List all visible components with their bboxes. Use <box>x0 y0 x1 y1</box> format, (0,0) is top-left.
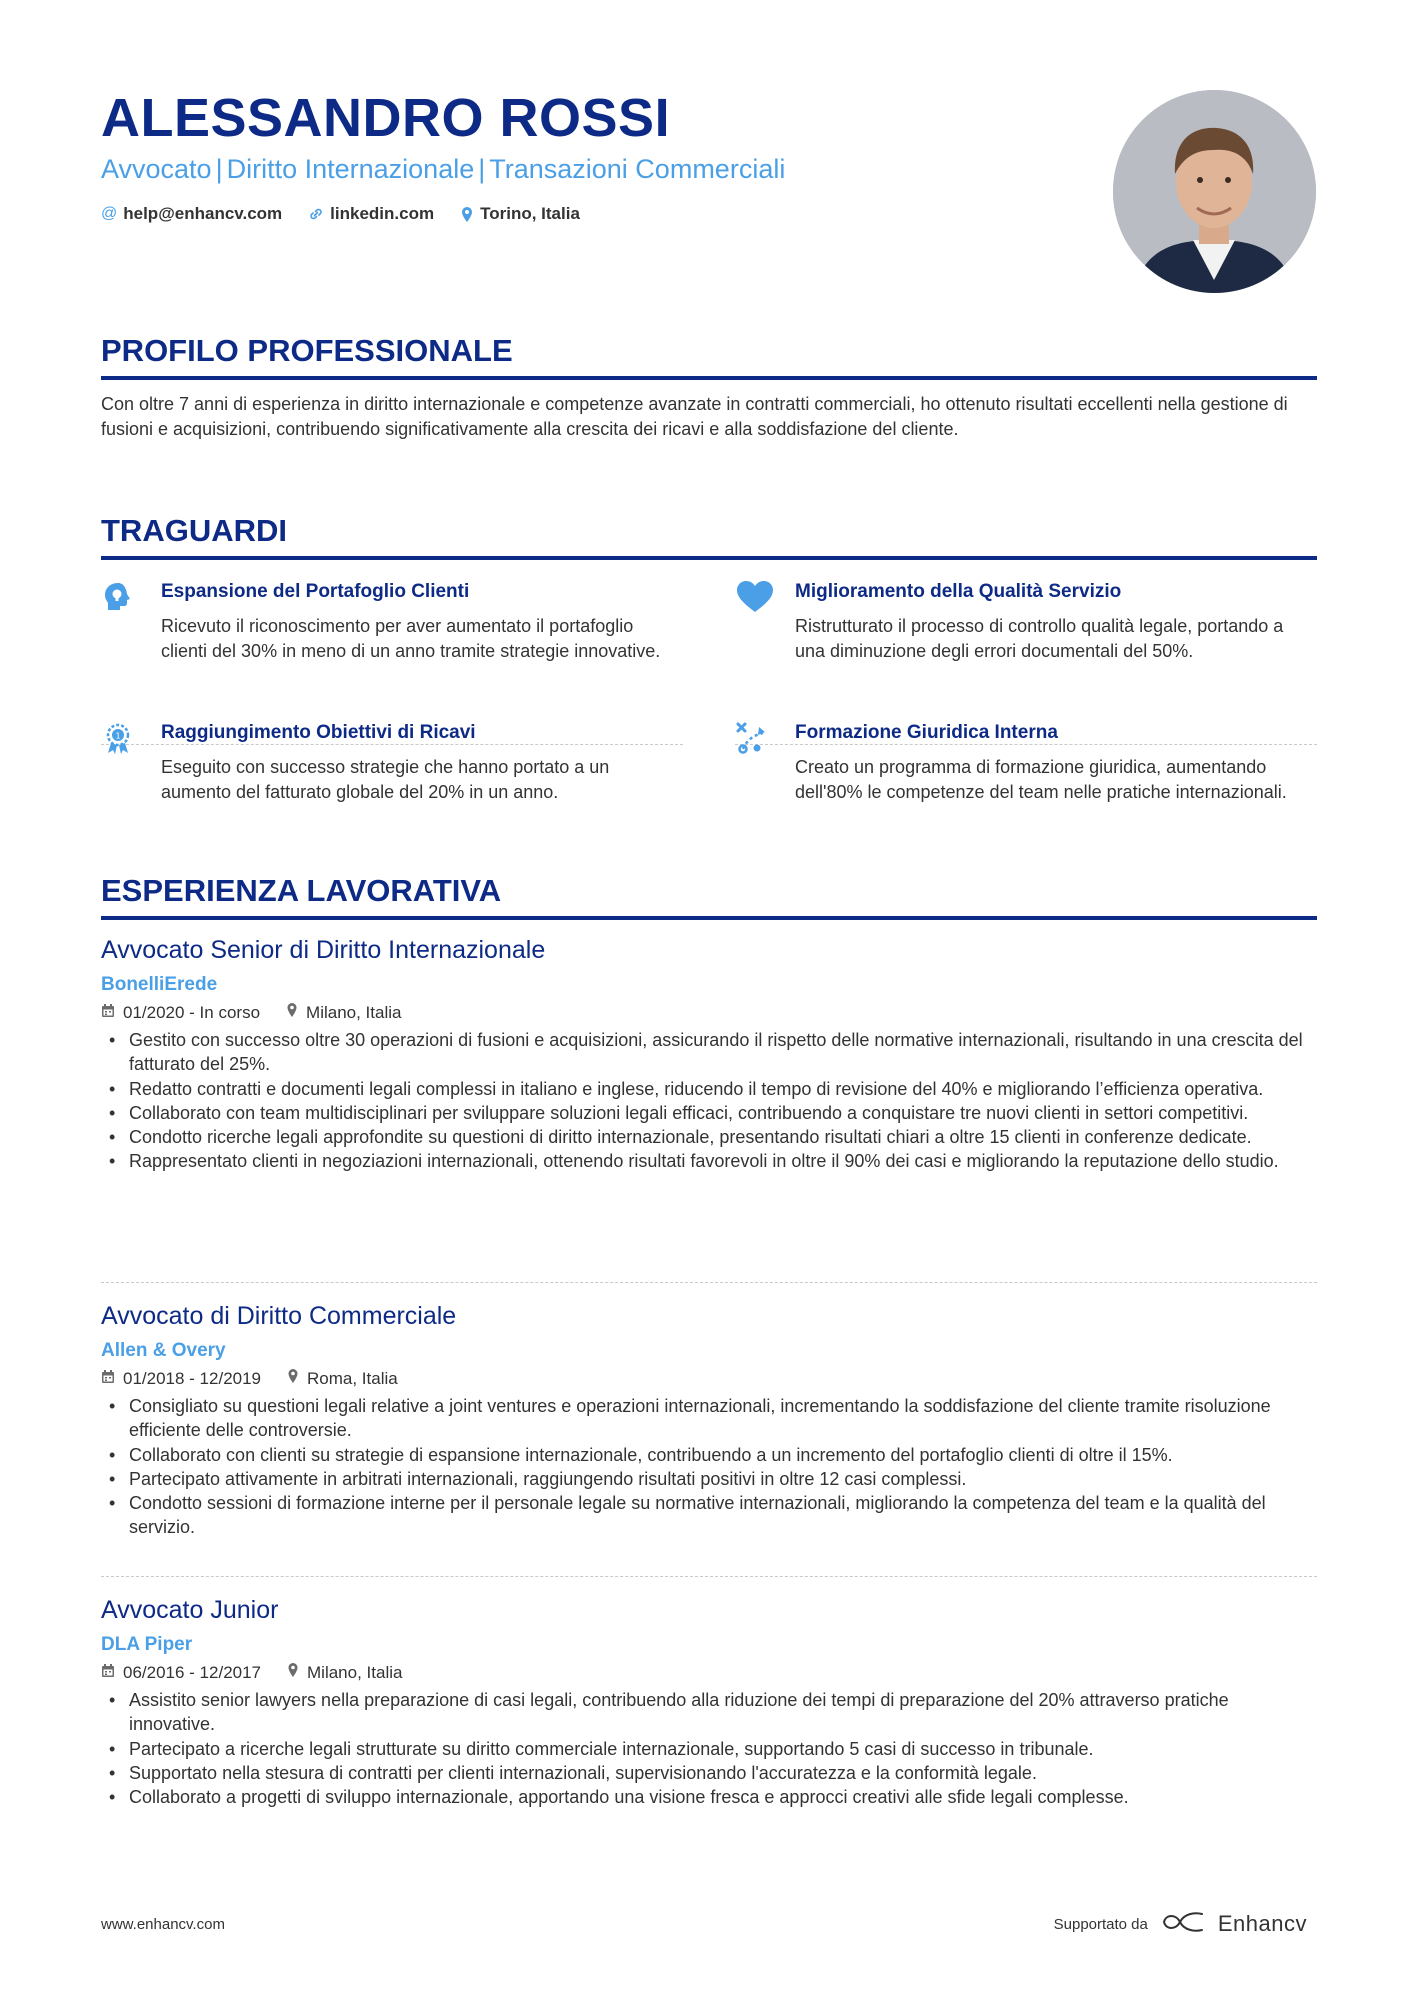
job-location-text: Roma, Italia <box>307 1369 398 1388</box>
job-meta <box>101 1002 1317 1024</box>
svg-text:1: 1 <box>115 731 121 741</box>
job-dates <box>101 1368 261 1390</box>
achievement-desc: Ristrutturato il processo di controllo qualità legale, portando a una diminuzione degli errori documentali del 50%. <box>795 616 1284 661</box>
resume-header <box>101 0 1317 300</box>
job-title: Avvocato di Diritto Commerciale <box>101 1302 457 1330</box>
subtitle-field: Diritto Internazionale <box>226 154 475 184</box>
subtitle-separator: | <box>478 154 486 184</box>
profile-section <box>101 332 1317 441</box>
experience-section <box>101 872 1317 1808</box>
calendar-icon <box>101 1662 115 1684</box>
job-company: BonelliErede <box>101 974 218 995</box>
job-location <box>286 1002 401 1024</box>
subtitle-separator: | <box>215 154 223 184</box>
location-pin-icon <box>460 206 474 223</box>
profile-text: Con oltre 7 anni di esperienza in diritto internazionale e competenze avanzate in contratti commerciali, ho ottenuto risultati eccellenti nella gestione di fusioni e acquisizioni, contribuendo significativamente alla crescita dei ricavi e alla soddisfazione del cliente. <box>101 394 1288 439</box>
job-divider <box>101 1282 1317 1283</box>
achievements-section <box>101 512 1317 840</box>
job-dates-text: 06/2016 - 12/2017 <box>123 1663 262 1682</box>
contact-location <box>460 204 580 224</box>
candidate-name: ALESSANDRO ROSSI <box>101 88 671 148</box>
job-bullets <box>101 1028 1317 1174</box>
page-footer <box>101 1910 1317 1940</box>
calendar-icon <box>101 1368 115 1390</box>
job-meta <box>101 1368 1317 1390</box>
subtitle-role: Avvocato <box>101 154 212 184</box>
achievement-title: Espansione del Portafoglio Clienti <box>161 581 470 602</box>
subtitle-specialty: Transazioni Commerciali <box>489 154 786 184</box>
job-title: Avvocato Senior di Diritto Internazionale <box>101 936 546 964</box>
contact-location-text: Torino, Italia <box>480 204 580 223</box>
job-bullet: • Partecipato attivamente in arbitrati internazionali, raggiungendo risultati positivi in oltre 12 casi complessi. <box>129 1467 1317 1491</box>
job-dates <box>101 1002 260 1024</box>
resume-page <box>101 0 1317 1936</box>
job-bullets <box>101 1394 1317 1540</box>
powered-label: Supportato da <box>1053 1915 1148 1933</box>
job-bullet: • Collaborato con clienti su strategie di espansione internazionale, contribuendo a un incremento del portafoglio clienti di oltre il 15%. <box>129 1443 1317 1467</box>
job-location <box>287 1662 402 1684</box>
job-title: Avvocato Junior <box>101 1596 279 1624</box>
footer-site-link[interactable]: www.enhancv.com <box>101 1916 225 1933</box>
profile-section-title: PROFILO PROFESSIONALE <box>101 332 1317 380</box>
job-bullet: • Supportato nella stesura di contratti per clienti internazionali, supervisionando l'accuratezza e la conformità legale. <box>129 1761 1317 1785</box>
job-bullets <box>101 1688 1317 1809</box>
achievement-desc: Ricevuto il riconoscimento per aver aumentato il portafoglio clienti del 30% in meno di un anno tramite strategie innovative. <box>161 616 661 661</box>
achievements-section-title: TRAGUARDI <box>101 512 1317 560</box>
footer-powered-by[interactable] <box>1054 1910 1307 1938</box>
job-entry <box>101 1300 1317 1540</box>
candidate-subtitle <box>101 152 785 186</box>
job-company: DLA Piper <box>101 1634 193 1655</box>
job-bullet: • Condotto ricerche legali approfondite su questioni di diritto internazionale, presentando risultati chiari a oltre 15 clienti in conferenze dedicate. <box>129 1125 1317 1149</box>
award-medal-icon <box>101 721 135 755</box>
achievement-desc: Creato un programma di formazione giuridica, aumentando dell'80% le competenze del team nelle pratiche internazionali. <box>795 757 1287 802</box>
achievement-title: Miglioramento della Qualità Servizio <box>795 581 1122 602</box>
job-bullet: • Assistito senior lawyers nella preparazione di casi legali, contribuendo alla riduzione dei tempi di preparazione del 20% attraverso pratiche innovative. <box>129 1688 1317 1737</box>
achievements-grid <box>101 560 1317 840</box>
achievement-title: Formazione Giuridica Interna <box>795 722 1058 743</box>
job-bullet: • Partecipato a ricerche legali strutturate su diritto commerciale internazionale, supportando 5 casi di successo in tribunale. <box>129 1737 1317 1761</box>
location-pin-icon <box>286 1002 298 1024</box>
contact-list <box>101 204 580 224</box>
head-lightbulb-icon <box>101 580 135 614</box>
job-location-text: Milano, Italia <box>306 1003 402 1022</box>
footer-brand: Enhancv <box>1217 1911 1307 1936</box>
job-bullet: • Collaborato a progetti di sviluppo internazionale, apportando una visione fresca e approcci creativi alle sfide legali complesse. <box>129 1785 1317 1809</box>
job-bullet: • Collaborato con team multidisciplinari per sviluppare soluzioni legali efficaci, contribuendo a conquistare tre nuovi clienti in settori competitivi. <box>129 1101 1317 1125</box>
job-bullet: • Redatto contratti e documenti legali complessi in italiano e inglese, riducendo il tempo di revisione del 40% e migliorando l’efficienza operativa. <box>129 1077 1317 1101</box>
achievement-title: Raggiungimento Obiettivi di Ricavi <box>161 722 476 743</box>
location-pin-icon <box>287 1368 299 1390</box>
job-divider <box>101 1576 1317 1577</box>
job-entry <box>101 934 1317 1174</box>
location-pin-icon <box>287 1662 299 1684</box>
strategy-icon <box>735 721 769 755</box>
profile-photo <box>1113 90 1316 293</box>
achievement-desc: Eseguito con successo strategie che hanno portato a un aumento del fatturato globale del 20% in un anno. <box>161 757 610 802</box>
job-meta <box>101 1662 1317 1684</box>
job-location-text: Milano, Italia <box>307 1663 403 1682</box>
heart-icon <box>735 580 775 614</box>
job-dates-text: 01/2020 - In corso <box>123 1003 261 1022</box>
contact-linkedin[interactable] <box>308 204 434 224</box>
link-icon <box>308 206 324 222</box>
experience-section-title: ESPERIENZA LAVORATIVA <box>101 872 1317 920</box>
contact-email[interactable] <box>101 204 282 224</box>
enhancv-logo-icon <box>1160 1910 1206 1938</box>
job-bullet: • Gestito con successo oltre 30 operazioni di fusioni e acquisizioni, assicurando il rispetto delle normative internazionali, risultando in una crescita del fatturato del 25%. <box>129 1028 1317 1077</box>
job-entry <box>101 1594 1317 1809</box>
job-dates-text: 01/2018 - 12/2019 <box>123 1369 262 1388</box>
job-dates <box>101 1662 261 1684</box>
calendar-icon <box>101 1002 115 1024</box>
job-company: Allen & Overy <box>101 1340 226 1361</box>
job-location <box>287 1368 398 1390</box>
at-icon: @ <box>101 205 118 222</box>
job-bullet: • Condotto sessioni di formazione interne per il personale legale su normative internazionali, migliorando la competenza del team e la qualità del servizio. <box>129 1491 1317 1540</box>
job-bullet: • Rappresentato clienti in negoziazioni internazionali, ottenendo risultati favorevoli in oltre il 90% dei casi e migliorando la reputazione dello studio. <box>129 1149 1317 1173</box>
job-bullet: • Consigliato su questioni legali relative a joint ventures e operazioni internazionali, incrementando la soddisfazione del cliente tramite risoluzione efficiente delle controversie. <box>129 1394 1317 1443</box>
contact-linkedin-text: linkedin.com <box>330 204 435 223</box>
contact-email-text: help@enhancv.com <box>123 204 283 223</box>
